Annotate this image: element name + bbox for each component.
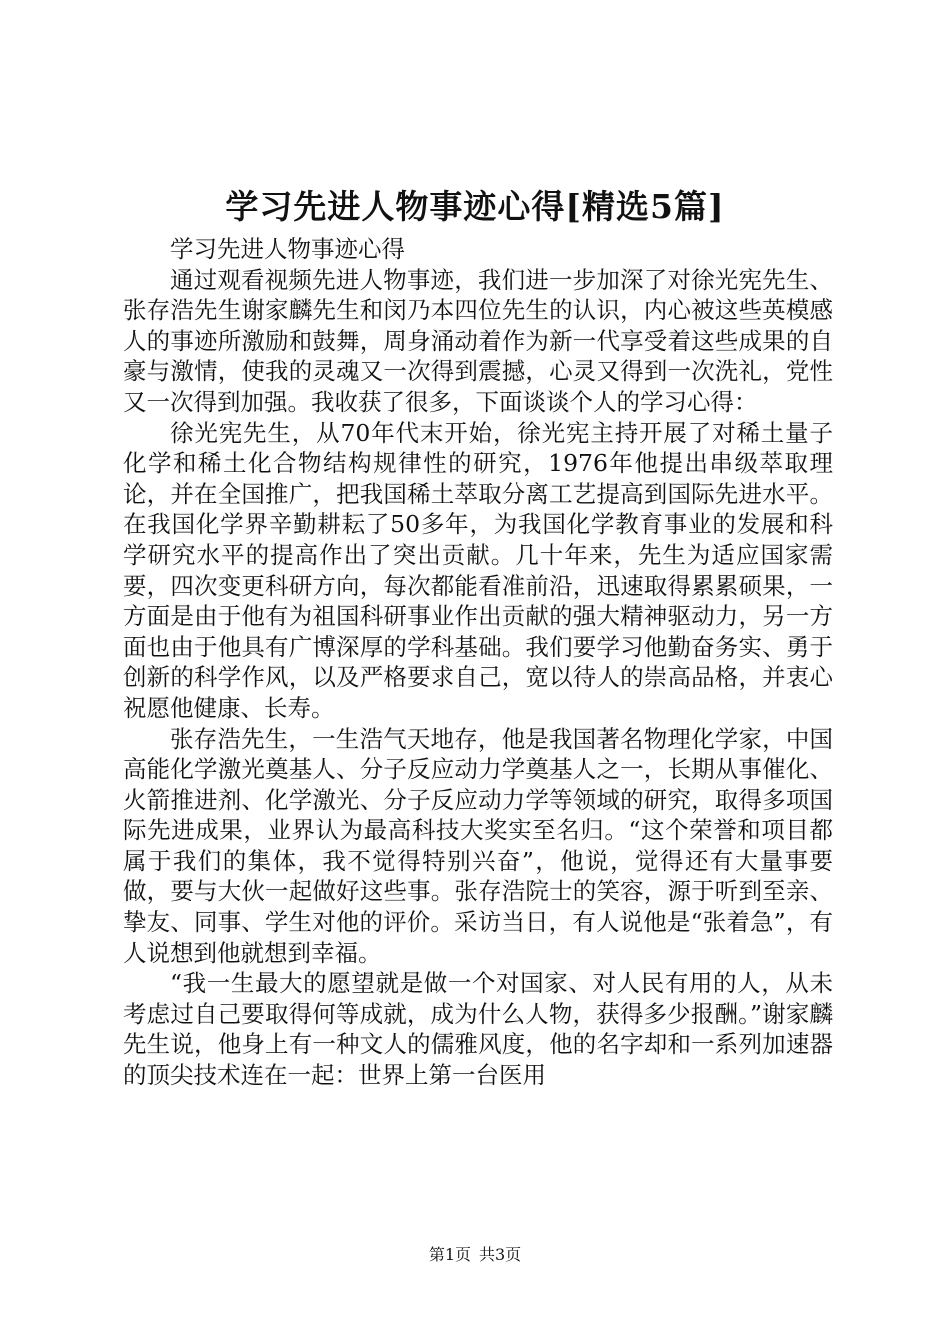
paragraph-intro: 通过观看视频先进人物事迹，我们进一步加深了对徐光宪先生、张存浩先生谢家麟先生和闵乃本四位先生的认识，内心被这些英模感人的事迹所激励和鼓舞，周身涌动着作为新一代享受着这些成果的自豪与激情，使我的灵魂又一次得到震撼，心灵又得到一次洗礼，党性又一次得到加强。我收获了很多，下面谈谈个人的学习心得：: [123, 265, 833, 416]
page-footer: [0, 1244, 950, 1266]
page-number: 第1页: [428, 1245, 471, 1264]
document-title: 学习先进人物事迹心得[精选5篇]: [225, 187, 725, 226]
page-total: 共3页: [479, 1245, 522, 1264]
paragraph-xie-jialin: “我一生最大的愿望就是做一个对国家、对人民有用的人，从未考虑过自己要取得何等成就，成为什么人物，获得多少报酬。”谢家麟先生说，他身上有一种文人的儒雅风度，他的名字却和一系列加速器的顶尖技术连在一起：世界上第一台医用: [123, 969, 833, 1090]
paragraph-zhang-cunhao: 张存浩先生，一生浩气天地存，他是我国著名物理化学家，中国高能化学激光奠基人、分子反应动力学奠基人之一，长期从事催化、火箭推进剂、化学激光、分子反应动力学等领域的研究，取得多项国际先进成果，业界认为最高科技大奖实至名归。“这个荣誉和项目都属于我们的集体，我不觉得特别兴奋”，他说，觉得还有大量事要做，要与大伙一起做好这些事。张存浩院士的笑容，源于听到至亲、挚友、同事、学生对他的评价。采访当日，有人说他是“张着急”，有人说想到他就想到幸福。: [123, 724, 833, 967]
paragraph-xu-guangxian: 徐光宪先生，从70年代末开始，徐光宪主持开展了对稀土量子化学和稀土化合物结构规律性的研究，1976年他提出串级萃取理论，并在全国推广，把我国稀土萃取分离工艺提高到国际先进水平。在我国化学界辛勤耕耘了50多年，为我国化学教育事业的发展和科学研究水平的提高作出了突出贡献。几十年来，先生为适应国家需要，四次变更科研方向，每次都能看准前沿，迅速取得累累硕果，一方面是由于他有为祖国科研事业作出贡献的强大精神驱动力，另一方面也由于他具有广博深厚的学科基础。我们要学习他勤奋务实、勇于创新的科学作风，以及严格要求自己，宽以待人的崇高品格，并衷心祝愿他健康、长寿。: [123, 418, 833, 722]
section-heading: 学习先进人物事迹心得: [170, 235, 405, 263]
document-body: [123, 234, 833, 1091]
